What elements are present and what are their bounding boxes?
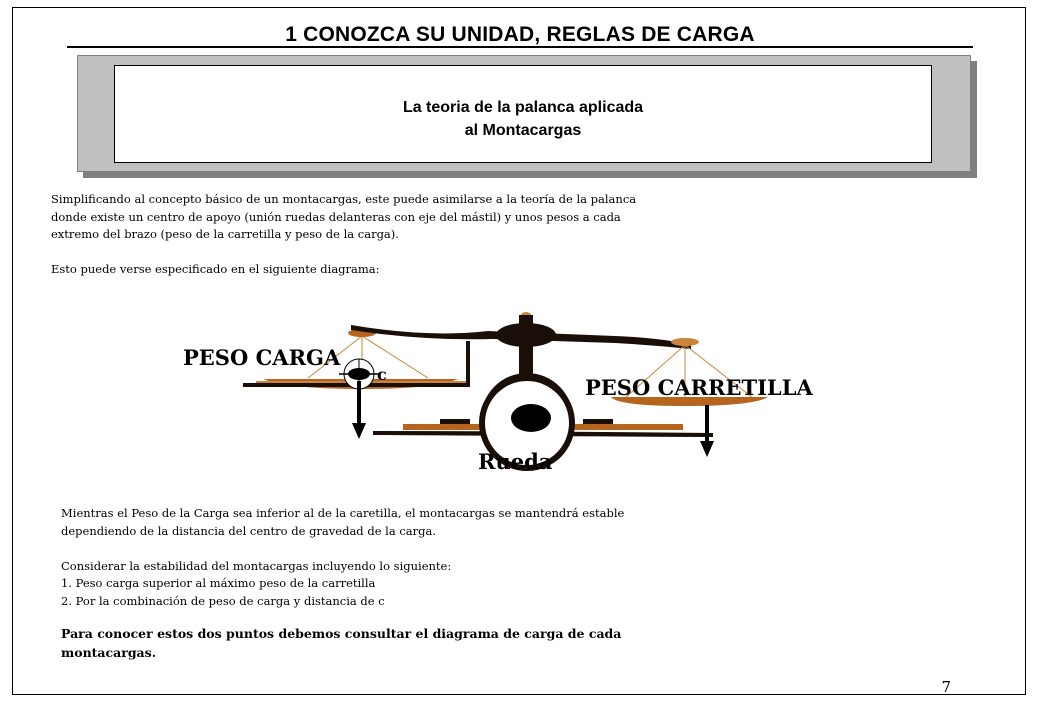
truck-weight-label: PESO CARRETILLA <box>585 375 813 400</box>
load-force-arrow <box>352 381 366 439</box>
intro-paragraph <box>51 191 636 279</box>
center-label: c <box>377 365 387 384</box>
banner-inner-panel <box>114 65 932 163</box>
banner-text <box>115 96 931 142</box>
subtitle-banner <box>77 55 971 172</box>
title-underline <box>67 46 973 48</box>
list-item: 1. Peso carga superior al máximo peso de la carretilla <box>61 576 376 590</box>
consider-text: Considerar la estabilidad del montacargas incluyendo lo siguiente: <box>61 558 452 573</box>
truck-force-arrow <box>700 405 714 457</box>
page-number: 7 <box>941 678 951 696</box>
body-line: dependiendo de la distancia del centro de gravedad de la carga. <box>61 523 437 538</box>
load-weight-label: PESO CARGA <box>183 345 341 370</box>
page-frame <box>12 7 1026 695</box>
body-paragraph <box>61 505 624 662</box>
intro-line: extremo del brazo (peso de la carretilla y peso de la carga). <box>51 227 399 241</box>
wheel-label: Rueda <box>478 449 553 474</box>
page-title: 1 CONOZCA SU UNIDAD, REGLAS DE CARGA <box>285 23 755 46</box>
note-line: Para conocer estos dos puntos debemos consultar el diagrama de carga de cada <box>61 626 622 641</box>
body-line: Mientras el Peso de la Carga sea inferior al de la caretilla, el montacargas se mantendrá estable <box>61 506 625 520</box>
diagram-intro: Esto puede verse especificado en el siguiente diagrama: <box>51 262 380 276</box>
important-note <box>61 624 624 662</box>
intro-line: donde existe un centro de apoyo (unión ruedas delanteras con eje del mástil) y unos pesos a cada <box>51 209 621 224</box>
note-line: montacargas. <box>61 645 157 660</box>
banner-line-2: al Montacargas <box>464 122 582 139</box>
banner-line-1: La teoria de la palanca aplicada <box>402 99 644 116</box>
lever-diagram <box>163 303 833 483</box>
list-item: 2. Por la combinación de peso de carga y distancia de c <box>61 593 385 608</box>
intro-line: Simplificando al concepto básico de un montacargas, este puede asimilarse a la teoría de la palanca <box>51 192 637 206</box>
